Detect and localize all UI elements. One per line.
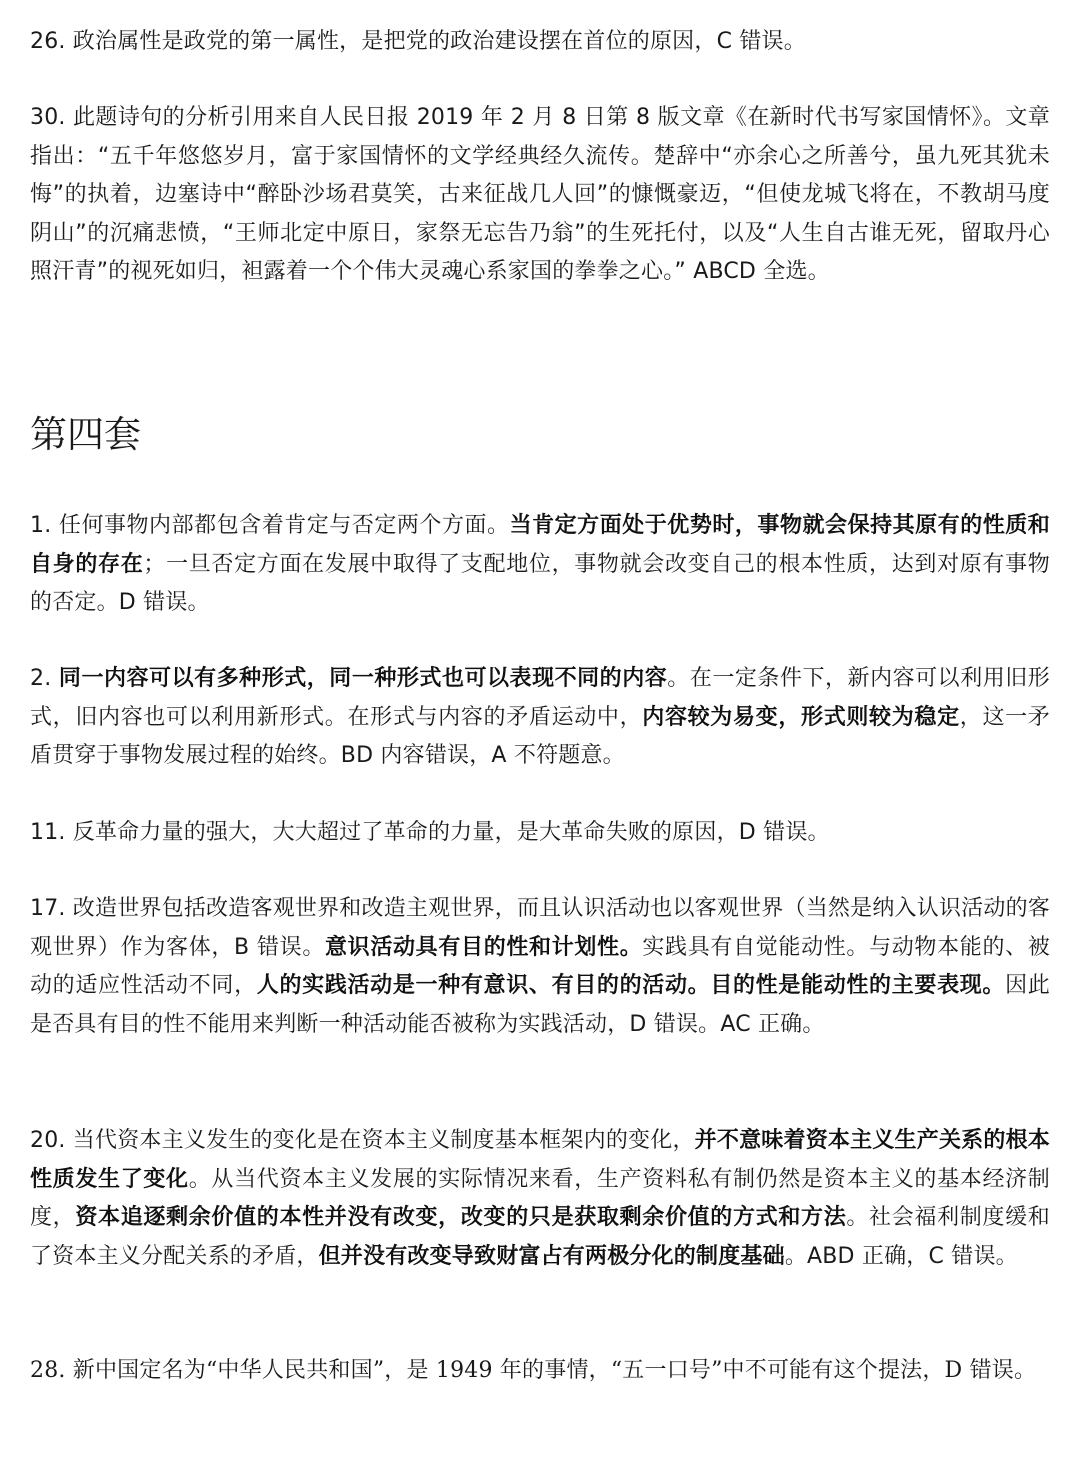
answer-17-tail: 因此是否具有目的性不能用来判断一种活动能否被称为实践活动，D 错误。AC 正确。 <box>30 973 1051 1037</box>
section-title-set-4: 第四套 <box>30 413 141 456</box>
answer-17-lead: 17. 改造世界包括改造客观世界和改造主观世界，而且认识活动也以客观世界（当然是纳入认识活动的客观世界）作为客体，B 错误。 <box>30 896 1050 960</box>
answer-17-mid-1: 实践具有自觉能动性。与动物本能的、被动的适应性活动不同， <box>30 934 1050 998</box>
answer-2-num: 2. <box>30 666 59 691</box>
answer-2-tail: ，这一矛盾贯穿于事物发展过程的始终。BD 内容错误，A 不符题意。 <box>30 704 1050 768</box>
answer-17 <box>30 890 1050 1044</box>
answer-28: 28. 新中国定名为“中华人民共和国”，是 1949 年的事情，“五一口号”中不可能有这个提法，D 错误。 <box>30 1358 1037 1383</box>
answer-17-bold-1: 意识活动具有目的性和计划性。 <box>325 934 643 960</box>
answer-20-bold-3: 但并没有改变导致财富占有两极分化的制度基础 <box>318 1243 785 1269</box>
answer-20-lead: 20. 当代资本主义发生的变化是在资本主义制度基本框架内的变化， <box>30 1128 695 1153</box>
answer-1 <box>30 507 1050 623</box>
answer-2 <box>30 660 1050 776</box>
answer-1-lead: 1. 任何事物内部都包含着肯定与否定两个方面。 <box>30 513 510 538</box>
answer-20-mid-2: 。社会福利制度缓和了资本主义分配关系的矛盾， <box>30 1205 1050 1269</box>
answer-20-bold-2: 资本追逐剩余价值的本性并没有改变，改变的只是获取剩余价值的方式和方法 <box>75 1205 847 1230</box>
answer-20-mid-1: 。从当代资本主义发展的实际情况来看，生产资料私有制仍然是资本主义的基本经济制度， <box>30 1166 1050 1230</box>
answer-1-tail: ；一旦否定方面在发展中取得了支配地位，事物就会改变自己的根本性质，达到对原有事物的否定。D 错误。 <box>30 551 1050 615</box>
answer-20 <box>30 1122 1050 1276</box>
answer-17-bold-2: 人的实践活动是一种有意识、有目的的活动。目的性是能动性的主要表现。 <box>256 973 1006 998</box>
answer-11: 11. 反革命力量的强大，大大超过了革命的力量，是大革命失败的原因，D 错误。 <box>30 820 830 845</box>
answer-20-bold-1: 并不意味着资本主义生产关系的根本性质发生了变化 <box>30 1128 1050 1192</box>
answer-20-tail: 。ABD 正确，C 错误。 <box>784 1243 1018 1269</box>
answer-2-bold-2: 内容较为易变，形式则较为稳定 <box>642 704 960 730</box>
answer-2-mid: 。在一定条件下，新内容可以利用旧形式，旧内容也可以利用新形式。在形式与内容的矛盾运动中， <box>30 666 1050 730</box>
answer-1-bold-1: 当肯定方面处于优势时，事物就会保持其原有的性质和自身的存在 <box>30 513 1050 577</box>
answer-30: 30. 此题诗句的分析引用来自人民日报 2019 年 2 月 8 日第 8 版文章《在新时代书写家国情怀》。文章指出：“五千年悠悠岁月，富于家国情怀的文学经典经久流传。楚辞中“亦余心之所善兮，虽九死其犹未悔”的执着，边塞诗中“醉卧沙场君莫笑，古来征战几人回”的慷慨豪迈，“但使龙城飞将在，不教胡马度阴山”的沉痛悲愤，“王师北定中原日，家祭无忘告乃翁”的生死托付，以及“人生自古谁无死，留取丹心照汗青”的视死如归，袒露着一个个伟大灵魂心系家国的拳拳之心。” ABCD 全选。 <box>30 105 1050 284</box>
answer-26: 26. 政治属性是政党的第一属性，是把党的政治建设摆在首位的原因，C 错误。 <box>30 29 806 54</box>
answer-2-bold-1: 同一内容可以有多种形式，同一种形式也可以表现不同的内容 <box>58 666 668 691</box>
